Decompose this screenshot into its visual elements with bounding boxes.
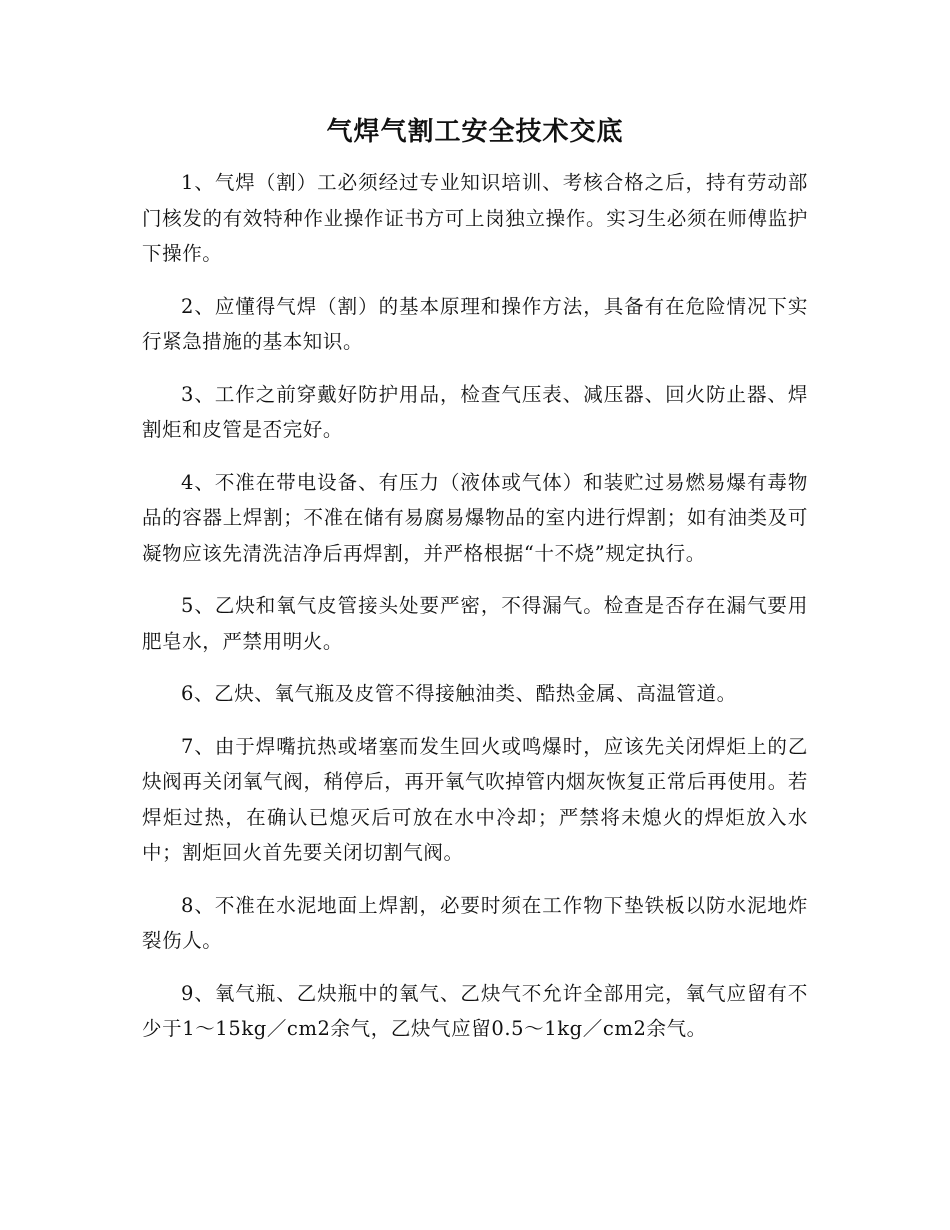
paragraph-1: 1、气焊（割）工必须经过专业知识培训、考核合格之后，持有劳动部门核发的有效特种作业操作证书方可上岗独立操作。实习生必须在师傅监护下操作。 bbox=[142, 171, 808, 265]
paragraph-9: 9、氧气瓶、乙炔瓶中的氧气、乙炔气不允许全部用完，氧气应留有不少于1～15kg／cm2余气，乙炔气应留0.5～1kg／cm2余气。 bbox=[142, 981, 808, 1040]
document-body bbox=[142, 165, 808, 1064]
paragraph-7: 7、由于焊嘴抗热或堵塞而发生回火或鸣爆时，应该先关闭焊炬上的乙炔阀再关闭氧气阀，稍停后，再开氧气吹掉管内烟灰恢复正常后再使用。若焊炬过热，在确认已熄灭后可放在水中冷却；严禁将未熄火的焊炬放入水中；割炬回火首先要关闭切割气阀。 bbox=[142, 734, 808, 864]
paragraph-3: 3、工作之前穿戴好防护用品，检查气压表、减压器、回火防止器、焊割炬和皮管是否完好。 bbox=[142, 382, 808, 441]
paragraph-8: 8、不准在水泥地面上焊割，必要时须在工作物下垫铁板以防水泥地炸裂伤人。 bbox=[142, 893, 808, 952]
paragraph-5: 5、乙炔和氧气皮管接头处要严密，不得漏气。检查是否存在漏气要用肥皂水，严禁用明火。 bbox=[142, 594, 808, 653]
document-title: 气焊气割工安全技术交底 bbox=[326, 117, 624, 147]
paragraph-4: 4、不准在带电设备、有压力（液体或气体）和装贮过易燃易爆有毒物品的容器上焊割；不准在储有易腐易爆物品的室内进行焊割；如有油类及可凝物应该先清洗洁净后再焊割，并严格根据“十不烧”规定执行。 bbox=[142, 470, 808, 565]
paragraph-6: 6、乙炔、氧气瓶及皮管不得接触油类、酷热金属、高温管道。 bbox=[181, 682, 737, 705]
paragraph-2: 2、应懂得气焊（割）的基本原理和操作方法，具备有在危险情况下实行紧急措施的基本知识。 bbox=[142, 294, 808, 353]
